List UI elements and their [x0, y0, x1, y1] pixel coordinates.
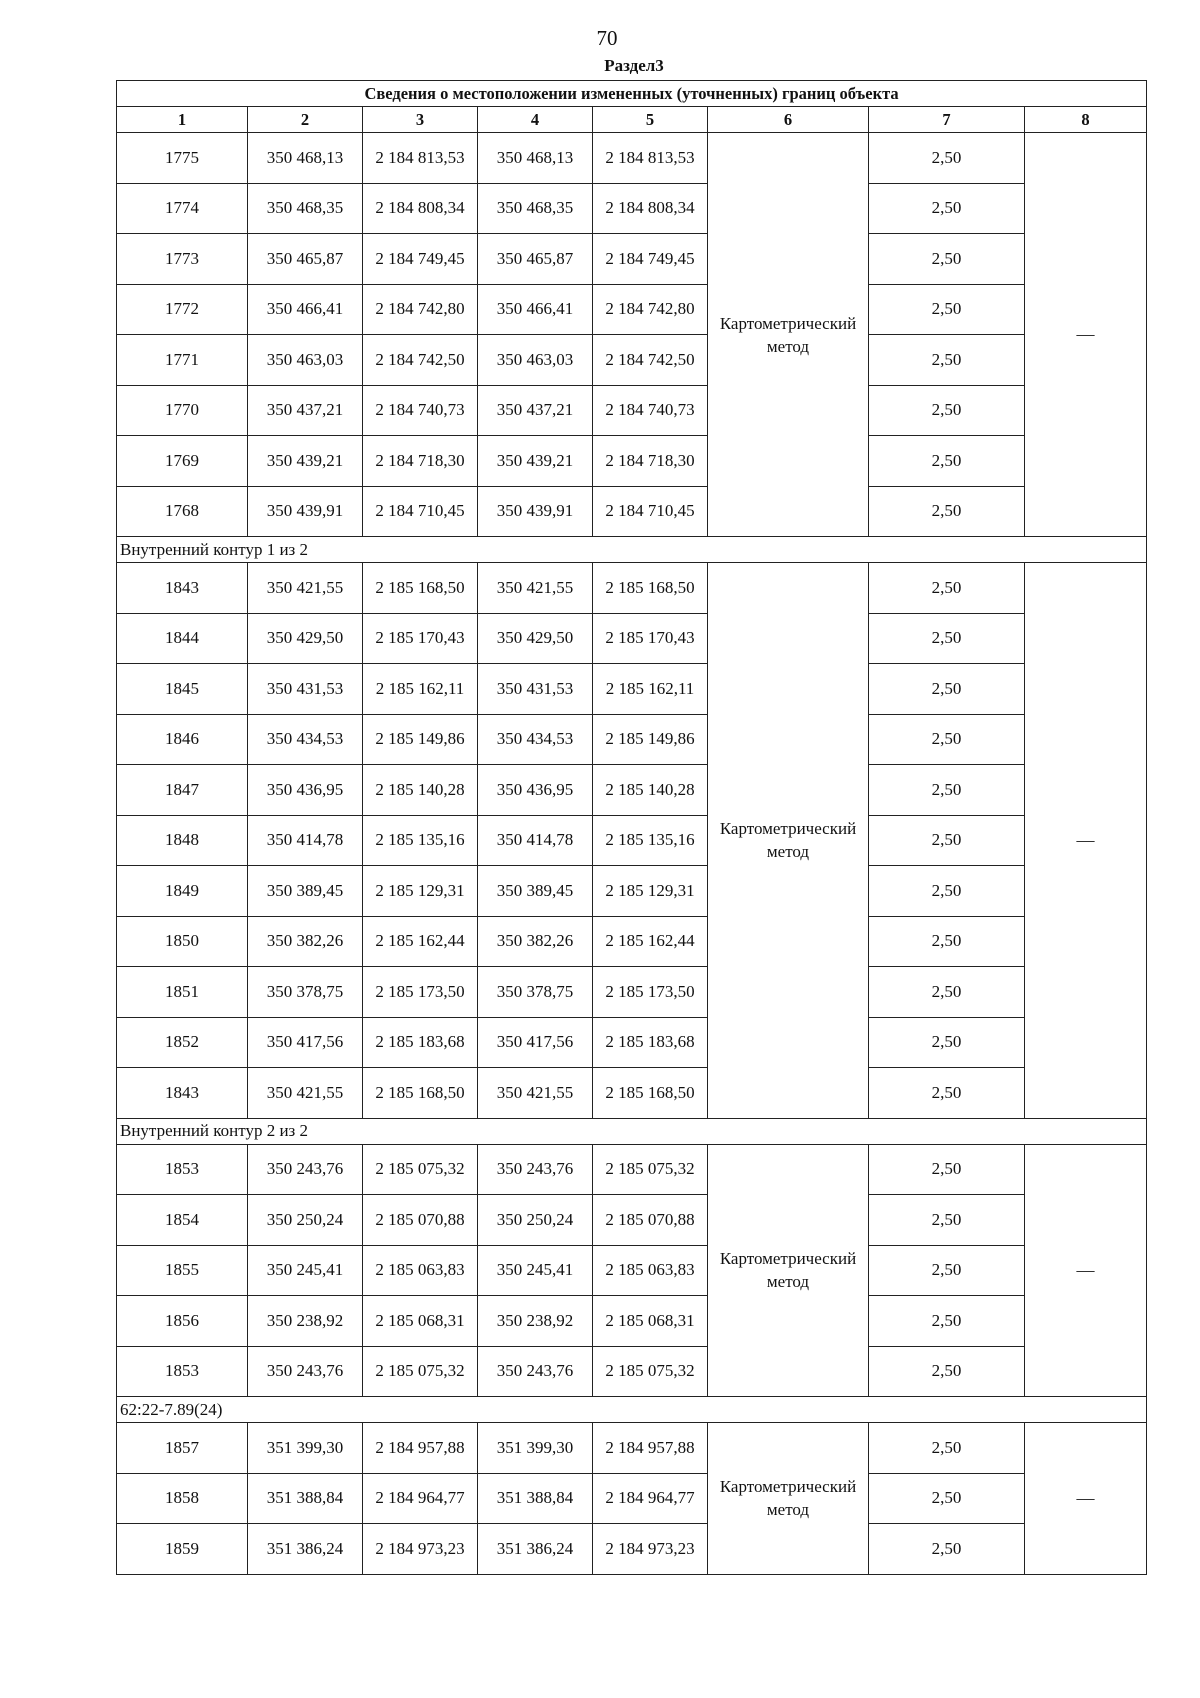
table-row — [117, 967, 1147, 1018]
precision-cell: 2,50 — [869, 1144, 1025, 1195]
y-old-cell: 2 185 162,11 — [363, 664, 478, 715]
y-old-cell: 2 185 168,50 — [363, 563, 478, 614]
x-old-cell: 351 399,30 — [248, 1423, 363, 1474]
y-new-cell: 2 185 168,50 — [593, 1068, 708, 1119]
precision-cell: 2,50 — [869, 1245, 1025, 1296]
y-old-cell: 2 184 742,50 — [363, 335, 478, 386]
point-number-cell: 1852 — [117, 1017, 248, 1068]
point-number-cell: 1847 — [117, 765, 248, 816]
y-new-cell: 2 184 718,30 — [593, 436, 708, 487]
table-row — [117, 765, 1147, 816]
x-new-cell: 350 382,26 — [478, 916, 593, 967]
x-new-cell: 350 465,87 — [478, 234, 593, 285]
x-new-cell: 350 468,35 — [478, 183, 593, 234]
y-old-cell: 2 185 183,68 — [363, 1017, 478, 1068]
x-new-cell: 351 399,30 — [478, 1423, 593, 1474]
x-new-cell: 350 434,53 — [478, 714, 593, 765]
table-row — [117, 486, 1147, 537]
x-new-cell: 350 463,03 — [478, 335, 593, 386]
contour-heading-row — [117, 537, 1147, 563]
x-new-cell: 350 378,75 — [478, 967, 593, 1018]
table-row — [117, 866, 1147, 917]
table-row — [117, 815, 1147, 866]
y-new-cell: 2 185 075,32 — [593, 1346, 708, 1397]
note-cell: — — [1025, 1423, 1147, 1575]
x-new-cell: 350 250,24 — [478, 1195, 593, 1246]
table-row — [117, 183, 1147, 234]
y-new-cell: 2 184 740,73 — [593, 385, 708, 436]
x-new-cell: 350 245,41 — [478, 1245, 593, 1296]
y-new-cell: 2 185 129,31 — [593, 866, 708, 917]
point-number-cell: 1849 — [117, 866, 248, 917]
y-old-cell: 2 185 070,88 — [363, 1195, 478, 1246]
y-old-cell: 2 184 957,88 — [363, 1423, 478, 1474]
point-number-cell: 1853 — [117, 1144, 248, 1195]
y-new-cell: 2 185 140,28 — [593, 765, 708, 816]
point-number-cell: 1775 — [117, 133, 248, 184]
y-old-cell: 2 184 742,80 — [363, 284, 478, 335]
x-new-cell: 350 439,21 — [478, 436, 593, 487]
precision-cell: 2,50 — [869, 133, 1025, 184]
point-number-cell: 1768 — [117, 486, 248, 537]
x-old-cell: 350 382,26 — [248, 916, 363, 967]
point-number-cell: 1773 — [117, 234, 248, 285]
precision-cell: 2,50 — [869, 1017, 1025, 1068]
column-number: 1 — [117, 107, 248, 133]
y-new-cell: 2 184 808,34 — [593, 183, 708, 234]
x-new-cell: 350 437,21 — [478, 385, 593, 436]
precision-cell: 2,50 — [869, 1068, 1025, 1119]
x-old-cell: 350 243,76 — [248, 1144, 363, 1195]
y-old-cell: 2 185 063,83 — [363, 1245, 478, 1296]
y-old-cell: 2 185 129,31 — [363, 866, 478, 917]
column-number: 2 — [248, 107, 363, 133]
precision-cell: 2,50 — [869, 436, 1025, 487]
x-new-cell: 350 436,95 — [478, 765, 593, 816]
x-old-cell: 350 421,55 — [248, 1068, 363, 1119]
table-row — [117, 916, 1147, 967]
y-old-cell: 2 185 068,31 — [363, 1296, 478, 1347]
y-new-cell: 2 184 813,53 — [593, 133, 708, 184]
precision-cell: 2,50 — [869, 563, 1025, 614]
precision-cell: 2,50 — [869, 1524, 1025, 1575]
column-number: 8 — [1025, 107, 1147, 133]
precision-cell: 2,50 — [869, 385, 1025, 436]
x-old-cell: 350 437,21 — [248, 385, 363, 436]
precision-cell: 2,50 — [869, 866, 1025, 917]
method-cell: Картометрический метод — [708, 133, 869, 537]
y-old-cell: 2 185 135,16 — [363, 815, 478, 866]
table-row — [117, 1296, 1147, 1347]
y-old-cell: 2 185 173,50 — [363, 967, 478, 1018]
point-number-cell: 1854 — [117, 1195, 248, 1246]
point-number-cell: 1851 — [117, 967, 248, 1018]
y-old-cell: 2 185 168,50 — [363, 1068, 478, 1119]
x-old-cell: 350 378,75 — [248, 967, 363, 1018]
x-old-cell: 350 245,41 — [248, 1245, 363, 1296]
note-cell: — — [1025, 133, 1147, 537]
point-number-cell: 1771 — [117, 335, 248, 386]
note-cell: — — [1025, 563, 1147, 1119]
point-number-cell: 1844 — [117, 613, 248, 664]
table-row — [117, 613, 1147, 664]
precision-cell: 2,50 — [869, 183, 1025, 234]
precision-cell: 2,50 — [869, 1195, 1025, 1246]
y-old-cell: 2 185 170,43 — [363, 613, 478, 664]
table-row — [117, 1195, 1147, 1246]
point-number-cell: 1774 — [117, 183, 248, 234]
point-number-cell: 1770 — [117, 385, 248, 436]
x-old-cell: 350 431,53 — [248, 664, 363, 715]
x-new-cell: 350 243,76 — [478, 1144, 593, 1195]
boundaries-table — [116, 80, 1147, 1575]
x-old-cell: 350 436,95 — [248, 765, 363, 816]
section-title: Раздел3 — [604, 56, 664, 75]
precision-cell: 2,50 — [869, 967, 1025, 1018]
y-new-cell: 2 185 183,68 — [593, 1017, 708, 1068]
column-number: 6 — [708, 107, 869, 133]
x-old-cell: 351 388,84 — [248, 1473, 363, 1524]
contour-heading: 62:22-7.89(24) — [117, 1397, 1147, 1423]
point-number-cell: 1858 — [117, 1473, 248, 1524]
point-number-cell: 1859 — [117, 1524, 248, 1575]
table-row — [117, 1144, 1147, 1195]
y-new-cell: 2 185 162,11 — [593, 664, 708, 715]
y-new-cell: 2 184 742,80 — [593, 284, 708, 335]
y-old-cell: 2 184 740,73 — [363, 385, 478, 436]
table-row — [117, 714, 1147, 765]
x-old-cell: 350 238,92 — [248, 1296, 363, 1347]
y-old-cell: 2 184 964,77 — [363, 1473, 478, 1524]
x-old-cell: 350 468,13 — [248, 133, 363, 184]
precision-cell: 2,50 — [869, 664, 1025, 715]
y-new-cell: 2 184 973,23 — [593, 1524, 708, 1575]
page-number: 70 — [596, 26, 618, 50]
contour-heading: Внутренний контур 2 из 2 — [117, 1118, 1147, 1144]
point-number-cell: 1856 — [117, 1296, 248, 1347]
y-new-cell: 2 184 964,77 — [593, 1473, 708, 1524]
method-cell: Картометрический метод — [708, 563, 869, 1119]
precision-cell: 2,50 — [869, 284, 1025, 335]
x-old-cell: 350 429,50 — [248, 613, 363, 664]
precision-cell: 2,50 — [869, 486, 1025, 537]
method-cell: Картометрический метод — [708, 1144, 869, 1397]
contour-heading: Внутренний контур 1 из 2 — [117, 537, 1147, 563]
column-number: 4 — [478, 107, 593, 133]
x-old-cell: 350 463,03 — [248, 335, 363, 386]
y-old-cell: 2 185 140,28 — [363, 765, 478, 816]
table-row — [117, 664, 1147, 715]
x-old-cell: 350 389,45 — [248, 866, 363, 917]
table-row — [117, 1423, 1147, 1474]
point-number-cell: 1848 — [117, 815, 248, 866]
contour-heading-row — [117, 1118, 1147, 1144]
x-new-cell: 350 429,50 — [478, 613, 593, 664]
x-old-cell: 350 421,55 — [248, 563, 363, 614]
table-row — [117, 436, 1147, 487]
x-old-cell: 350 466,41 — [248, 284, 363, 335]
y-new-cell: 2 185 075,32 — [593, 1144, 708, 1195]
precision-cell: 2,50 — [869, 1296, 1025, 1347]
table-row — [117, 1245, 1147, 1296]
x-new-cell: 350 468,13 — [478, 133, 593, 184]
table-caption-row — [117, 81, 1147, 107]
column-number-row — [117, 107, 1147, 133]
y-old-cell: 2 185 075,32 — [363, 1346, 478, 1397]
point-number-cell: 1843 — [117, 563, 248, 614]
point-number-cell: 1846 — [117, 714, 248, 765]
y-old-cell: 2 184 710,45 — [363, 486, 478, 537]
x-old-cell: 350 439,91 — [248, 486, 363, 537]
precision-cell: 2,50 — [869, 765, 1025, 816]
table-row — [117, 1017, 1147, 1068]
precision-cell: 2,50 — [869, 613, 1025, 664]
point-number-cell: 1853 — [117, 1346, 248, 1397]
point-number-cell: 1850 — [117, 916, 248, 967]
table-row — [117, 385, 1147, 436]
y-old-cell: 2 185 149,86 — [363, 714, 478, 765]
x-new-cell: 350 431,53 — [478, 664, 593, 715]
table-row — [117, 335, 1147, 386]
column-number: 5 — [593, 107, 708, 133]
point-number-cell: 1843 — [117, 1068, 248, 1119]
note-cell: — — [1025, 1144, 1147, 1397]
x-old-cell: 350 414,78 — [248, 815, 363, 866]
y-old-cell: 2 185 162,44 — [363, 916, 478, 967]
x-new-cell: 350 466,41 — [478, 284, 593, 335]
y-new-cell: 2 184 710,45 — [593, 486, 708, 537]
column-number: 7 — [869, 107, 1025, 133]
point-number-cell: 1855 — [117, 1245, 248, 1296]
table-body — [117, 81, 1147, 1575]
table-row — [117, 1524, 1147, 1575]
precision-cell: 2,50 — [869, 1346, 1025, 1397]
table-row — [117, 1068, 1147, 1119]
x-new-cell: 350 389,45 — [478, 866, 593, 917]
contour-heading-row — [117, 1397, 1147, 1423]
y-new-cell: 2 185 070,88 — [593, 1195, 708, 1246]
table-row — [117, 284, 1147, 335]
y-new-cell: 2 185 173,50 — [593, 967, 708, 1018]
x-old-cell: 350 465,87 — [248, 234, 363, 285]
y-new-cell: 2 185 135,16 — [593, 815, 708, 866]
precision-cell: 2,50 — [869, 1423, 1025, 1474]
y-new-cell: 2 185 063,83 — [593, 1245, 708, 1296]
table-row — [117, 1473, 1147, 1524]
method-cell: Картометрический метод — [708, 1423, 869, 1575]
x-new-cell: 350 414,78 — [478, 815, 593, 866]
y-old-cell: 2 185 075,32 — [363, 1144, 478, 1195]
table-row — [117, 563, 1147, 614]
x-new-cell: 350 238,92 — [478, 1296, 593, 1347]
y-old-cell: 2 184 813,53 — [363, 133, 478, 184]
table-row — [117, 1346, 1147, 1397]
point-number-cell: 1772 — [117, 284, 248, 335]
x-new-cell: 350 421,55 — [478, 563, 593, 614]
precision-cell: 2,50 — [869, 815, 1025, 866]
x-old-cell: 350 250,24 — [248, 1195, 363, 1246]
precision-cell: 2,50 — [869, 714, 1025, 765]
column-number: 3 — [363, 107, 478, 133]
x-old-cell: 350 468,35 — [248, 183, 363, 234]
precision-cell: 2,50 — [869, 916, 1025, 967]
x-old-cell: 350 434,53 — [248, 714, 363, 765]
x-old-cell: 350 417,56 — [248, 1017, 363, 1068]
point-number-cell: 1769 — [117, 436, 248, 487]
x-new-cell: 350 421,55 — [478, 1068, 593, 1119]
x-new-cell: 351 386,24 — [478, 1524, 593, 1575]
precision-cell: 2,50 — [869, 1473, 1025, 1524]
y-new-cell: 2 184 749,45 — [593, 234, 708, 285]
x-old-cell: 351 386,24 — [248, 1524, 363, 1575]
y-new-cell: 2 185 170,43 — [593, 613, 708, 664]
table-row — [117, 133, 1147, 184]
y-old-cell: 2 184 718,30 — [363, 436, 478, 487]
x-old-cell: 350 439,21 — [248, 436, 363, 487]
y-new-cell: 2 185 068,31 — [593, 1296, 708, 1347]
point-number-cell: 1845 — [117, 664, 248, 715]
table-row — [117, 234, 1147, 285]
point-number-cell: 1857 — [117, 1423, 248, 1474]
y-new-cell: 2 184 957,88 — [593, 1423, 708, 1474]
y-new-cell: 2 184 742,50 — [593, 335, 708, 386]
y-old-cell: 2 184 973,23 — [363, 1524, 478, 1575]
x-new-cell: 350 417,56 — [478, 1017, 593, 1068]
y-old-cell: 2 184 808,34 — [363, 183, 478, 234]
table-caption: Сведения о местоположении измененных (уточненных) границ объекта — [117, 81, 1147, 107]
x-new-cell: 350 439,91 — [478, 486, 593, 537]
precision-cell: 2,50 — [869, 335, 1025, 386]
y-new-cell: 2 185 168,50 — [593, 563, 708, 614]
precision-cell: 2,50 — [869, 234, 1025, 285]
y-new-cell: 2 185 162,44 — [593, 916, 708, 967]
y-old-cell: 2 184 749,45 — [363, 234, 478, 285]
y-new-cell: 2 185 149,86 — [593, 714, 708, 765]
x-old-cell: 350 243,76 — [248, 1346, 363, 1397]
x-new-cell: 351 388,84 — [478, 1473, 593, 1524]
x-new-cell: 350 243,76 — [478, 1346, 593, 1397]
